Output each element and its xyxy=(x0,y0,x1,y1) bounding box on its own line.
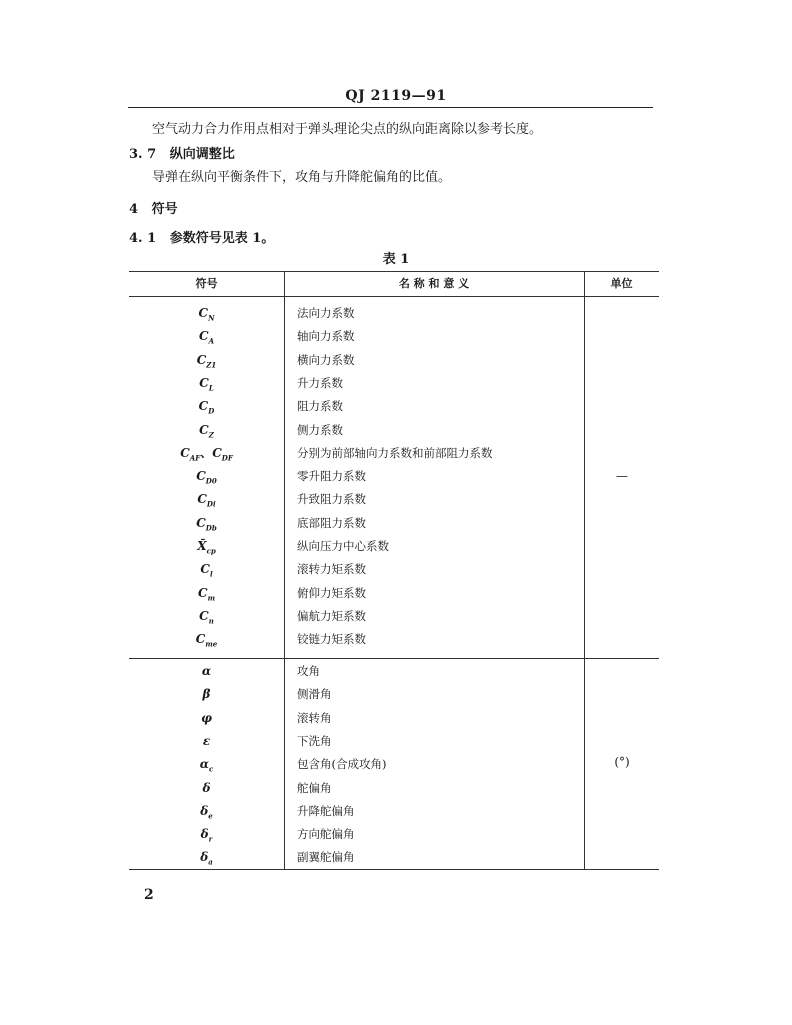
symbol-subscript: a xyxy=(208,857,213,867)
unit-coefficients: — xyxy=(616,469,628,483)
symbol-base: φ xyxy=(201,710,212,725)
symbol-base: C xyxy=(180,445,190,460)
name-cell: 法向力系数 xyxy=(297,306,355,320)
name-cell: 俯仰力矩系数 xyxy=(297,585,366,600)
name-cell: 铰链力矩系数 xyxy=(297,632,366,647)
name-cell: 横向力系数 xyxy=(297,352,355,367)
symbol-cell xyxy=(129,491,284,512)
symbol-subscript: e xyxy=(208,811,213,821)
symbol-cell xyxy=(129,422,284,443)
symbol-subscript: Z1 xyxy=(206,359,217,369)
section-4-1-heading xyxy=(129,227,274,246)
name-cell: 侧滑角 xyxy=(297,687,332,702)
symbol-cell xyxy=(129,375,284,396)
symbol-base: α xyxy=(199,757,209,772)
symbol-subscript: m xyxy=(207,592,215,602)
name-cell: 副翼舵偏角 xyxy=(297,850,355,865)
symbol-table xyxy=(129,271,659,870)
section-title: 符号 xyxy=(151,202,178,217)
name-cell: 下洗角 xyxy=(297,733,332,748)
symbol-base: ε xyxy=(202,733,211,748)
symbol-cell xyxy=(129,328,284,349)
symbol-base: δ xyxy=(200,827,209,842)
symbol-base: C xyxy=(196,352,207,367)
symbol-cell xyxy=(129,608,284,629)
symbol-cell xyxy=(129,686,284,702)
symbol-base: C xyxy=(196,515,206,530)
symbol-base: C xyxy=(199,375,209,390)
symbol-cell xyxy=(129,803,284,824)
header-name: 名 称 和 意 义 xyxy=(398,277,470,290)
symbol-cell xyxy=(129,733,284,749)
symbol-separator: 、 xyxy=(200,445,213,460)
symbol-base: X̄ xyxy=(197,539,207,553)
symbol-base: α xyxy=(201,664,212,678)
header-symbol: 符号 xyxy=(195,277,218,290)
name-cell: 底部阻力系数 xyxy=(297,515,366,530)
name-cell: 升致阻力系数 xyxy=(297,492,366,507)
header-unit: 单位 xyxy=(610,277,633,290)
symbol-subscript: l xyxy=(209,569,213,579)
section-text: 参数符号见表 1。 xyxy=(169,231,275,246)
symbol-cell xyxy=(129,756,284,777)
symbol-cell xyxy=(129,663,284,679)
name-cell: 包含角(合成攻角) xyxy=(297,757,387,772)
section-number: 4. 1 xyxy=(129,231,157,246)
symbol-cell xyxy=(129,631,284,652)
symbol-subscript: L xyxy=(208,383,214,393)
name-cell: 轴向力系数 xyxy=(297,329,355,344)
symbol-base: δ xyxy=(202,780,211,795)
name-cell: 侧力系数 xyxy=(297,422,343,437)
name-cell: 升降舵偏角 xyxy=(297,803,355,818)
symbol-subscript: c xyxy=(208,764,214,774)
section-4-heading xyxy=(129,198,178,217)
symbol-base: C xyxy=(199,608,209,623)
page-number: 2 xyxy=(144,887,154,903)
section-title: 纵向调整比 xyxy=(169,147,235,162)
unit-angles: (°) xyxy=(614,755,630,769)
document-code: QJ 2119—91 xyxy=(345,88,447,104)
name-cell: 攻角 xyxy=(297,664,320,678)
symbol-base: C xyxy=(196,469,206,484)
symbol-subscript: AF xyxy=(189,453,201,463)
symbol-base: δ xyxy=(200,850,209,865)
symbol-cell xyxy=(129,585,284,606)
symbol-cell xyxy=(129,305,284,326)
symbol-subscript: r xyxy=(208,834,213,844)
symbol-base: C xyxy=(199,422,209,437)
section-3-7-heading xyxy=(129,143,235,162)
table-caption: 表 1 xyxy=(382,252,410,267)
table-column-rule xyxy=(284,271,285,870)
symbol-base: C xyxy=(198,585,208,600)
symbol-base: C xyxy=(198,306,209,320)
section-number: 4 xyxy=(129,202,139,217)
symbol-cell xyxy=(129,352,284,373)
symbol-base: C xyxy=(195,632,206,647)
name-cell: 纵向压力中心系数 xyxy=(297,539,389,553)
symbol-base: C xyxy=(197,492,207,507)
symbol-subscript: Db xyxy=(205,523,217,533)
name-cell: 升力系数 xyxy=(297,375,343,390)
symbol-subscript: D0 xyxy=(205,476,217,486)
name-cell: 分别为前部轴向力系数和前部阻力系数 xyxy=(297,445,493,460)
symbol-subscript: cp xyxy=(206,546,216,556)
symbol-base: δ xyxy=(200,803,209,818)
intro-line: 空气动力合力作用点相对于弹头理论尖点的纵向距离除以参考长度。 xyxy=(152,122,543,137)
section-number: 3. 7 xyxy=(129,147,157,162)
name-cell: 方向舵偏角 xyxy=(297,827,355,842)
table-group-rule xyxy=(129,658,659,659)
symbol-cell xyxy=(129,515,284,536)
symbol-cell xyxy=(129,780,284,796)
name-cell: 零升阻力系数 xyxy=(297,469,366,484)
symbol-base: C xyxy=(200,562,210,577)
name-cell: 舵偏角 xyxy=(297,780,332,795)
symbol-cell xyxy=(129,398,284,419)
symbol-cell xyxy=(129,710,284,726)
symbol-base: C xyxy=(198,399,209,414)
table-header-rule xyxy=(129,296,659,297)
symbol-subscript: A xyxy=(208,336,214,346)
symbol-subscript: me xyxy=(205,639,218,649)
symbol-subscript: DF xyxy=(221,453,233,463)
name-cell: 滚转力矩系数 xyxy=(297,562,366,577)
symbol-base: β xyxy=(202,687,211,702)
symbol-cell xyxy=(129,826,284,847)
symbol-subscript: Z xyxy=(208,429,214,439)
symbol-subscript: Di xyxy=(206,499,216,509)
symbol-cell xyxy=(129,561,284,582)
name-cell: 滚转角 xyxy=(297,710,332,725)
symbol-cell xyxy=(129,849,284,870)
symbol-base: C xyxy=(212,445,222,460)
header-rule xyxy=(128,107,653,108)
symbol-cell xyxy=(129,445,284,466)
symbol-cell xyxy=(129,538,284,559)
symbol-base: C xyxy=(199,329,209,344)
symbol-cell xyxy=(129,468,284,489)
name-cell: 偏航力矩系数 xyxy=(297,608,366,623)
table-column-rule xyxy=(584,271,585,870)
symbol-subscript: D xyxy=(208,406,215,416)
name-cell: 阻力系数 xyxy=(297,399,343,414)
section-3-7-body: 导弹在纵向平衡条件下，攻角与升降舵偏角的比值。 xyxy=(152,170,452,185)
symbol-subscript: N xyxy=(208,313,215,323)
symbol-subscript: n xyxy=(208,616,214,626)
